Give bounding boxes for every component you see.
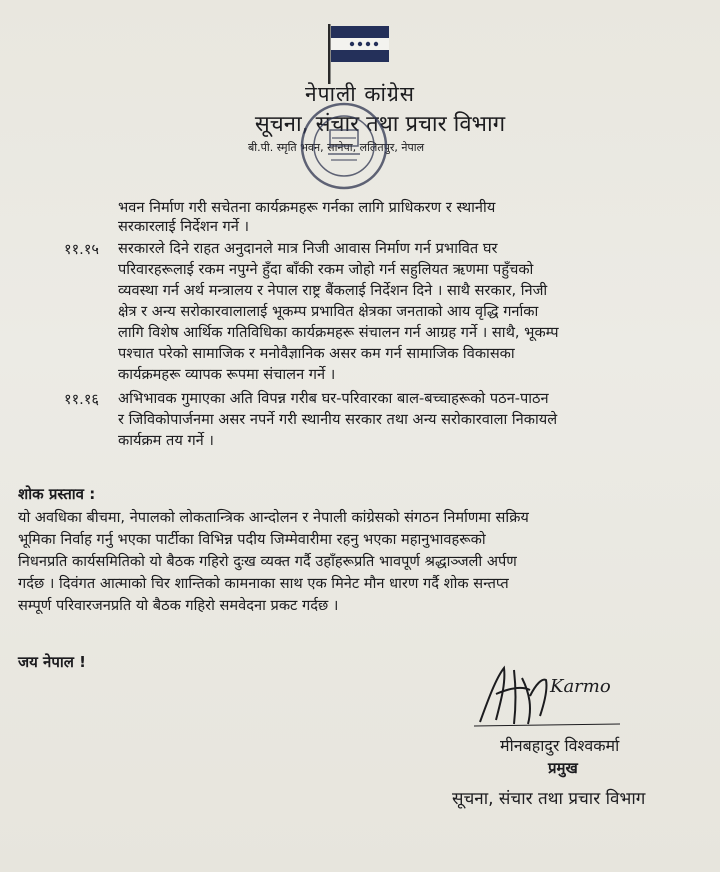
point-line: व्यवस्था गर्न अर्थ मन्त्रालय र नेपाल राष्ट्र बैंकलाई निर्देशन दिने । साथै सरकार, निजी xyxy=(118,282,548,299)
point-number: ११.१५ xyxy=(64,241,99,258)
point-line: क्षेत्र र अन्य सरोकारवालालाई भूकम्प प्रभावित क्षेत्रका जनताको आय वृद्धि गर्नाका xyxy=(118,303,539,320)
condolence-line: सम्पूर्ण परिवारजनप्रति यो बैठक गहिरो समवेदना प्रकट गर्दछ । xyxy=(18,597,339,614)
organization-name: नेपाली कांग्रेस xyxy=(305,82,415,106)
condolence-line: निधनप्रति कार्यसमितिको यो बैठक गहिरो दुःख व्यक्त गर्दै उहाँहरूप्रति भावपूर्ण श्रद्धाञ्जली अर्पण xyxy=(18,553,517,570)
point-line: कार्यक्रमहरू व्यापक रूपमा संचालन गर्ने । xyxy=(118,366,336,383)
point-continued-line-2: सरकारलाई निर्देशन गर्ने । xyxy=(118,218,250,235)
signatory-role: प्रमुख xyxy=(548,759,578,777)
point-line: अभिभावक गुमाएका अति विपन्न गरीब घर-परिवारका बाल-बच्चाहरूको पठन-पाठन xyxy=(118,390,549,407)
official-seal-stamp xyxy=(298,100,390,192)
point-line: परिवारहरूलाई रकम नपुग्ने हुँदा बाँकी रकम जोहो गर्न सहुलियत ऋणमा पहुँचको xyxy=(118,261,534,278)
signatory-department: सूचना, संचार तथा प्रचार विभाग xyxy=(452,789,646,809)
signatory-name: मीनबहादुर विश्वकर्मा xyxy=(500,736,620,755)
point-line: लागि विशेष आर्थिक गतिविधिका कार्यक्रमहरू संचालन गर्न आग्रह गर्ने । साथै, भूकम्प xyxy=(118,324,559,341)
point-line: पश्चात परेको सामाजिक र मनोवैज्ञानिक असर कम गर्न सामाजिक विकासका xyxy=(118,345,515,362)
condolence-heading: शोक प्रस्ताव : xyxy=(18,485,96,503)
signature-scribble-text: Karmo xyxy=(550,676,611,697)
point-line: र जिविकोपार्जनमा असर नपर्ने गरी स्थानीय सरकार तथा अन्य सरोकारवाला निकायले xyxy=(118,411,558,428)
point-line: सरकारले दिने राहत अनुदानले मात्र निजी आवास निर्माण गर्न प्रभावित घर xyxy=(118,240,498,257)
condolence-line: भूमिका निर्वाह गर्नु भएका पार्टीका विभिन्न पदीय जिम्मेवारीमा रहनु भएका महानुभावहरूको xyxy=(18,531,486,548)
condolence-line: गर्दछ । दिवंगत आत्माको चिर शान्तिको कामनाका साथ एक मिनेट मौन धारण गर्दै शोक सन्तप्त xyxy=(18,575,509,592)
point-number: ११.१६ xyxy=(64,391,99,408)
department-title: सूचना, संचार तथा प्रचार विभाग xyxy=(254,112,506,137)
point-line: कार्यक्रम तय गर्ने । xyxy=(118,432,214,449)
condolence-line: यो अवधिका बीचमा, नेपालको लोकतान्त्रिक आन्दोलन र नेपाली कांग्रेसको संगठन निर्माणमा सक्रिय xyxy=(18,509,529,526)
point-continued-line-1: भवन निर्माण गरी सचेतना कार्यक्रमहरू गर्नका लागि प्राधिकरण र स्थानीय xyxy=(118,199,496,216)
handwritten-signature xyxy=(470,660,640,730)
letterhead-address: बी.पी. स्मृति भवन, सानेपा, ललितपुर, नेपाल xyxy=(248,141,425,154)
closing-salutation: जय नेपाल ! xyxy=(18,653,87,671)
party-flag-icon xyxy=(324,22,390,84)
